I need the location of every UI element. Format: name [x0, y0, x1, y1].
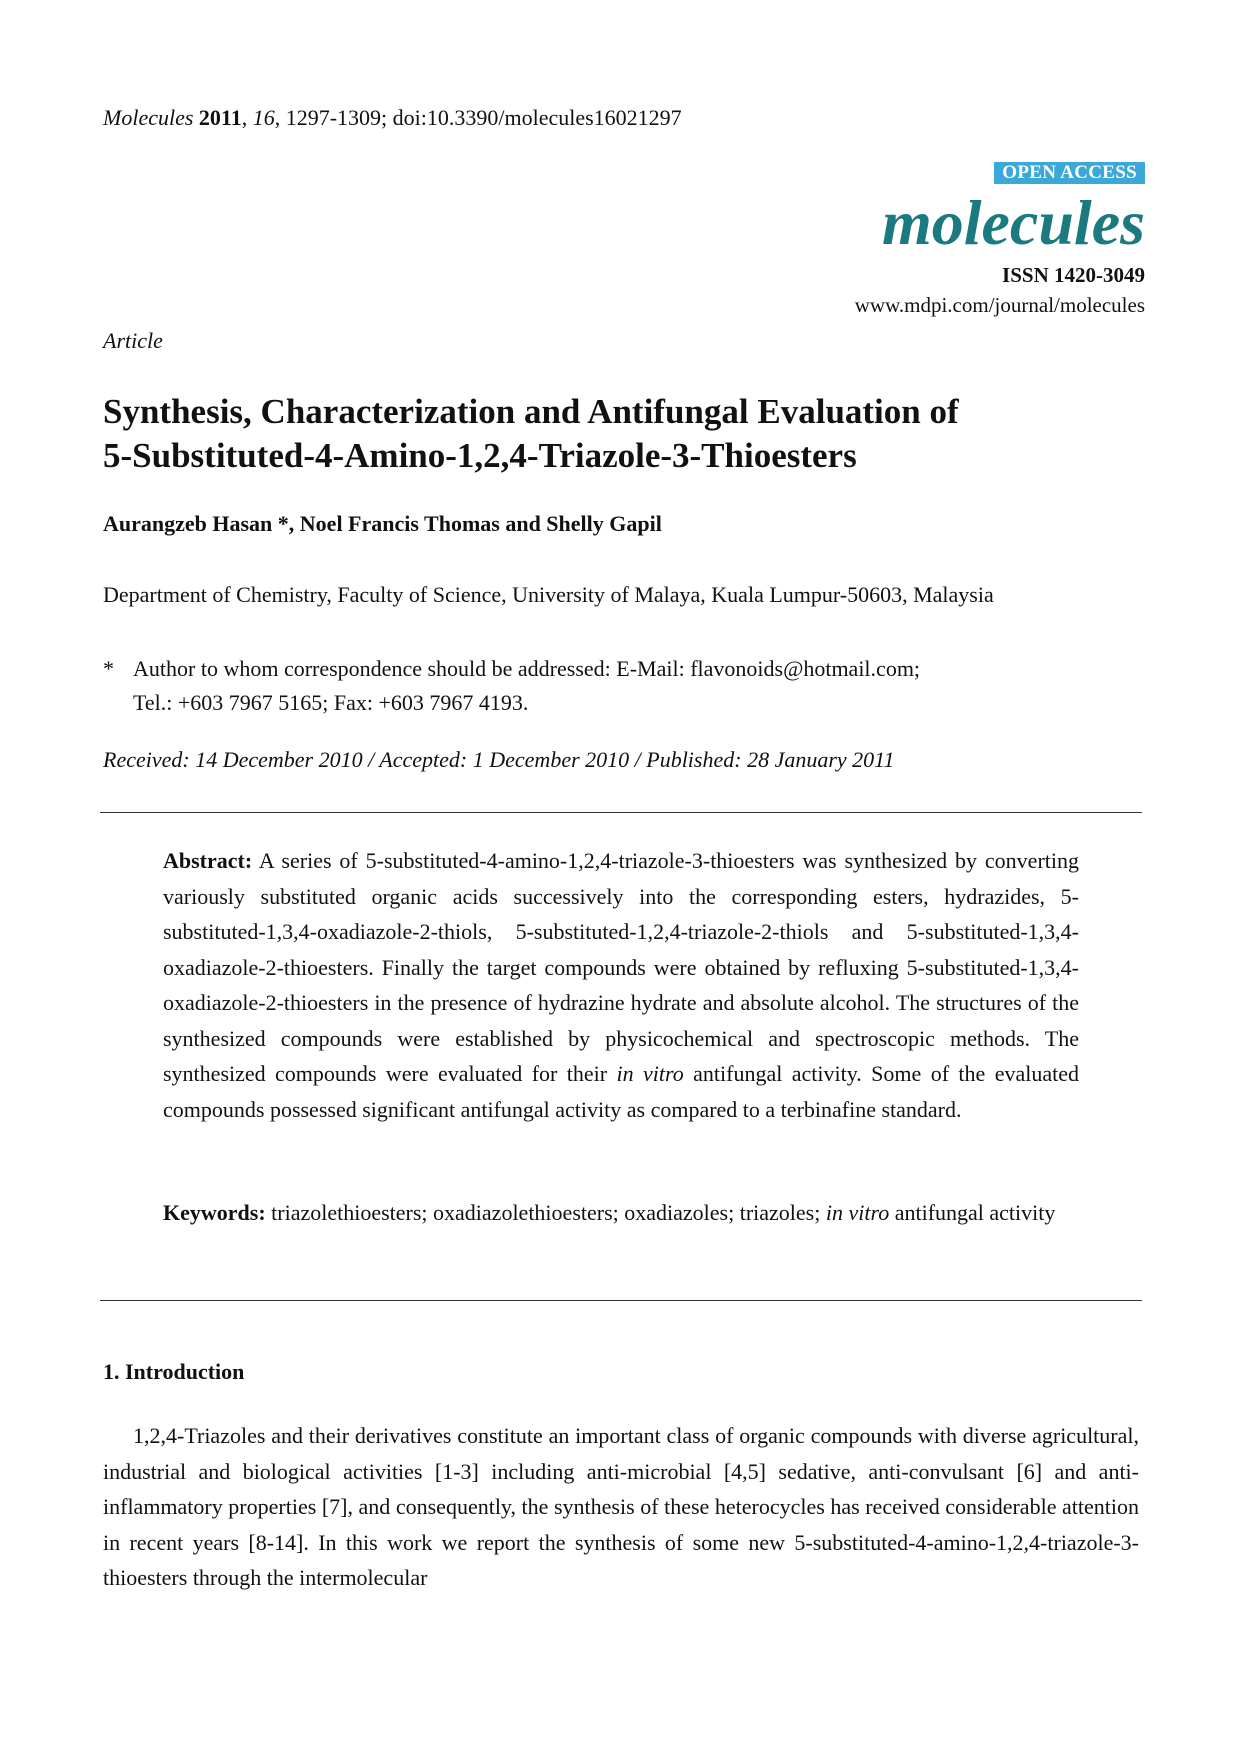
keywords-text-2: antifungal activity [889, 1200, 1056, 1225]
issn: ISSN 1420-3049 [1002, 263, 1145, 287]
authors: Aurangzeb Hasan *, Noel Francis Thomas and Shelly Gapil [103, 511, 662, 536]
paper-title-line-2: 5-Substituted-4-Amino-1,2,4-Triazole-3-Thioesters [103, 436, 857, 475]
affiliation: Department of Chemistry, Faculty of Science, University of Malaya, Kuala Lumpur-50603, Malaysia [103, 582, 994, 607]
top-divider [100, 812, 1142, 813]
citation-journal: Molecules [103, 105, 194, 130]
abstract-text-1: A series of 5-substituted-4-amino-1,2,4-triazole-3-thioesters was synthesized by converting variously substituted organic acids successively into the corresponding esters, hydrazides, 5-substituted-1,3,4-oxadiazole-2-thiols, 5-substituted-1,2,4-triazole-2-thiols and 5-substituted-1,3,4-oxadiazole-2-thioesters. Finally the target compounds were obtained by refluxing 5-substituted-1,3,4-oxadiazole-2-thioesters in the presence of hydrazine hydrate and absolute alcohol. The structures of the synthesized compounds were established by physicochemical and spectroscopic methods. The synthesized compounds were evaluated for their [163, 848, 1079, 1086]
abstract [163, 843, 1079, 1127]
keywords-label: Keywords: [163, 1200, 266, 1225]
keywords-text-1: triazolethioesters; oxadiazolethioesters; oxadiazoles; triazoles; [265, 1200, 826, 1225]
keywords-italic: in vitro [825, 1200, 890, 1225]
introduction-paragraph: 1,2,4-Triazoles and their derivatives constitute an important class of organic compounds with diverse agricultural, industrial and biological activities [1-3] including anti-microbial [4,5] sedative, anti-convulsant [6] and anti-inflammatory properties [7], and consequently, the synthesis of these heterocycles has received considerable attention in recent years [8-14]. In this work we report the synthesis of some new 5-substituted-4-amino-1,2,4-triazole-3-thioesters through the intermolecular [103, 1423, 1139, 1590]
correspondence-line-1: Author to whom correspondence should be addressed: E-Mail: flavonoids@hotmail.com; [133, 656, 921, 681]
citation-line: Molecules 2011, 16, 1297-1309; doi:10.3390/molecules16021297 [103, 105, 682, 130]
correspondence-marker: * [103, 656, 114, 681]
citation-pages-doi: , 1297-1309; doi:10.3390/molecules16021297 [274, 105, 682, 130]
keywords [163, 1195, 1079, 1231]
journal-url[interactable]: www.mdpi.com/journal/molecules [854, 293, 1145, 317]
abstract-italic: in vitro [616, 1061, 684, 1086]
publication-dates: Received: 14 December 2010 / Accepted: 1 December 2010 / Published: 28 January 2011 [103, 747, 895, 772]
correspondence-line-2: Tel.: +603 7967 5165; Fax: +603 7967 4193. [133, 690, 529, 715]
bottom-divider [100, 1300, 1142, 1301]
article-type: Article [103, 328, 163, 353]
journal-logo: molecules [881, 187, 1145, 258]
correspondence-note [103, 652, 920, 720]
paper-title-line-1: Synthesis, Characterization and Antifungal Evaluation of [103, 392, 959, 431]
paper-title [103, 390, 1153, 478]
section-heading-introduction: 1. Introduction [103, 1359, 245, 1384]
abstract-text-2: antifungal activity. Some of the evaluated compounds possessed significant antifungal activity as compared to a terbinafine standard. [163, 1061, 1079, 1122]
citation-volume: 16 [252, 105, 275, 130]
open-access-badge: OPEN ACCESS [994, 162, 1145, 184]
abstract-label: Abstract: [163, 848, 253, 873]
citation-year: 2011 [198, 105, 242, 130]
